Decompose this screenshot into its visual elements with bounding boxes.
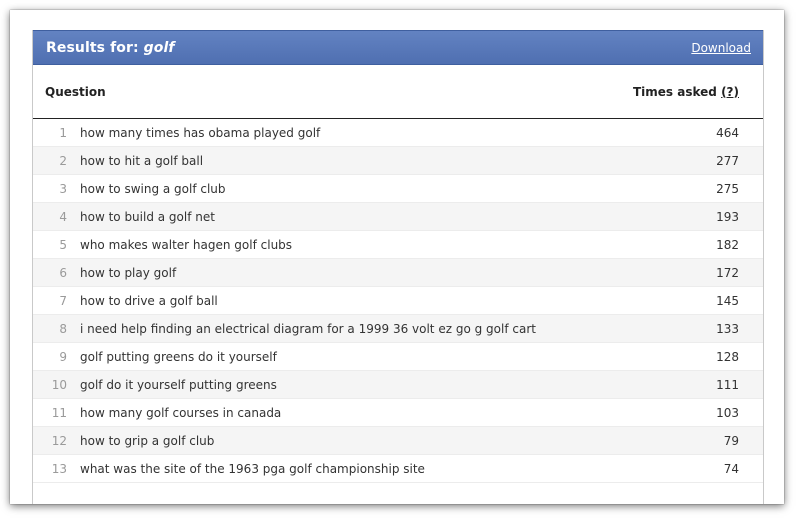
times-asked-value: 103	[716, 405, 739, 420]
table-row	[33, 399, 763, 427]
times-asked-value: 145	[716, 293, 739, 308]
results-panel	[32, 30, 764, 504]
table-row	[33, 315, 763, 343]
row-number: 4	[59, 209, 67, 224]
table-row	[33, 455, 763, 483]
row-number: 6	[59, 265, 67, 280]
times-asked-value: 464	[716, 125, 739, 140]
times-asked-column-header	[633, 85, 739, 99]
times-asked-value: 193	[716, 209, 739, 224]
row-number: 9	[59, 349, 67, 364]
table-row	[33, 287, 763, 315]
times-asked-value: 133	[716, 321, 739, 336]
table-row	[33, 203, 763, 231]
table-row	[33, 427, 763, 455]
question-link[interactable]: how many times has obama played golf	[80, 125, 321, 140]
times-asked-value: 182	[716, 237, 739, 252]
row-number: 8	[59, 321, 67, 336]
row-number: 7	[59, 293, 67, 308]
table-row	[33, 231, 763, 259]
row-number: 3	[59, 181, 67, 196]
times-asked-value: 74	[723, 461, 739, 476]
download-link[interactable]: Download	[691, 40, 751, 55]
table-row	[33, 147, 763, 175]
row-number: 5	[59, 237, 67, 252]
table-row	[33, 343, 763, 371]
question-link[interactable]: what was the site of the 1963 pga golf championship site	[80, 461, 425, 476]
results-header	[33, 30, 763, 65]
table-row	[33, 119, 763, 147]
row-number: 11	[51, 405, 67, 420]
browser-window	[10, 10, 784, 504]
table-row	[33, 371, 763, 399]
results-title	[46, 40, 175, 56]
question-link[interactable]: how to grip a golf club	[80, 433, 215, 448]
times-asked-value: 111	[716, 377, 739, 392]
question-link[interactable]: how to drive a golf ball	[80, 293, 218, 308]
question-link[interactable]: how to play golf	[80, 265, 177, 280]
times-asked-value: 277	[716, 153, 739, 168]
question-link[interactable]: golf do it yourself putting greens	[80, 377, 277, 392]
times-asked-value: 172	[716, 265, 739, 280]
table-row	[33, 259, 763, 287]
times-asked-label: Times asked	[632, 84, 722, 99]
times-asked-value: 128	[716, 349, 739, 364]
question-link[interactable]: how many golf courses in canada	[80, 405, 282, 420]
question-link[interactable]: i need help finding an electrical diagram for a 1999 36 volt ez go g golf cart	[80, 321, 536, 336]
row-number: 1	[59, 125, 67, 140]
row-number: 12	[51, 433, 67, 448]
times-asked-help-link[interactable]: (?)	[721, 84, 739, 99]
results-query: golf	[143, 39, 175, 56]
column-header-row	[33, 65, 763, 119]
question-column-header: Question	[45, 84, 106, 99]
row-number: 13	[51, 461, 67, 476]
results-title-prefix: Results for:	[46, 39, 144, 56]
question-link[interactable]: golf putting greens do it yourself	[80, 349, 277, 364]
question-link[interactable]: who makes walter hagen golf clubs	[80, 237, 293, 252]
row-number: 10	[51, 377, 67, 392]
row-number: 2	[59, 153, 67, 168]
question-link[interactable]: how to build a golf net	[80, 209, 215, 224]
question-link[interactable]: how to hit a golf ball	[80, 153, 204, 168]
results-list	[33, 119, 763, 483]
question-link[interactable]: how to swing a golf club	[80, 181, 226, 196]
times-asked-value: 275	[716, 181, 739, 196]
times-asked-value: 79	[723, 433, 739, 448]
table-row	[33, 175, 763, 203]
